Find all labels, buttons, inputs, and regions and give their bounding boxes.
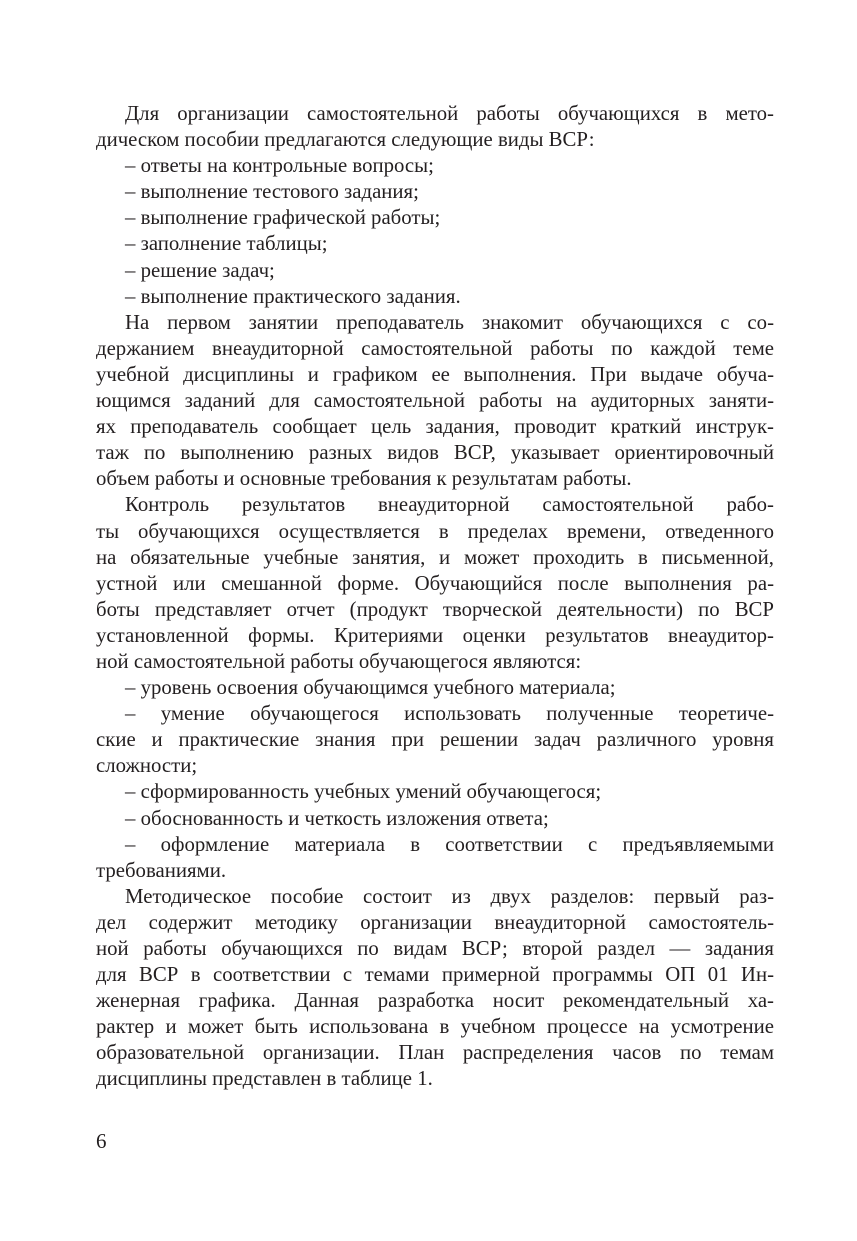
list-item: – ответы на контрольные вопросы; [125, 154, 434, 178]
text-line: женерная графика. Данная разработка носит рекомендательный ха- [96, 989, 774, 1013]
list-item: – обоснованность и четкость изложения ответа; [125, 806, 549, 830]
text-line: дел содержит методику организации внеаудиторной самостоятель- [96, 910, 774, 934]
list-item-continuation: ские и практические знания при решении задач различного уровня [96, 728, 774, 752]
list-criteria [96, 675, 774, 884]
paragraph-intro [96, 101, 774, 153]
list-item: – сформированность учебных умений обучающегося; [125, 780, 602, 804]
text-line: ной самостоятельной работы обучающегося являются: [96, 649, 582, 673]
text-line: ях преподаватель сообщает цель задания, проводит краткий инструк- [96, 415, 774, 439]
list-work-types [96, 153, 774, 310]
paragraph-control [96, 492, 774, 675]
list-item: – выполнение практического задания. [125, 284, 461, 308]
text-line: дическом пособии предлагаются следующие виды ВСР: [96, 128, 595, 152]
text-line: для ВСР в соответствии с темами примерной программы ОП 01 Ин- [96, 963, 774, 987]
page-number: 6 [96, 1129, 107, 1153]
list-item: – оформление материала в соответствии с предъявляемыми [125, 832, 774, 856]
text-line: учебной дисциплины и графиком ее выполнения. При выдаче обуча- [96, 362, 774, 386]
text-line: Для организации самостоятельной работы обучающихся в мето- [125, 102, 774, 125]
list-item: – выполнение графической работы; [125, 206, 441, 230]
text-line: ющимся заданий для самостоятельной работы на аудиторных заняти- [96, 389, 774, 413]
list-item: – умение обучающегося использовать полученные теоретиче- [125, 702, 774, 726]
text-line: таж по выполнению разных видов ВСР, указывает ориентировочный [96, 441, 774, 465]
list-item: – решение задач; [125, 258, 275, 282]
list-item: – выполнение тестового задания; [125, 180, 419, 204]
text-line: Контроль результатов внеаудиторной самостоятельной рабо- [125, 493, 774, 517]
text-line: дисциплины представлен в таблице 1. [96, 1067, 433, 1091]
text-line: ной работы обучающихся по видам ВСР; второй раздел — задания [96, 937, 774, 960]
text-line: устной или смешанной форме. Обучающийся после выполнения ра- [96, 571, 774, 595]
text-line: держанием внеаудиторной самостоятельной работы по каждой теме [96, 336, 774, 360]
text-line: боты представляет отчет (продукт творческой деятельности) по ВСР [96, 597, 774, 621]
text-line: ты обучающихся осуществляется в пределах времени, отведенного [96, 519, 774, 543]
text-line: рактер и может быть использована в учебном процессе на усмотрение [96, 1015, 774, 1039]
text-line: на обязательные учебные занятия, и может проходить в письменной, [96, 545, 774, 569]
text-line: Методическое пособие состоит из двух разделов: первый раз- [125, 884, 774, 908]
list-item-continuation: сложности; [96, 754, 198, 778]
text-line: На первом занятии преподаватель знакомит обучающихся с со- [125, 310, 774, 334]
text-line: образовательной организации. План распределения часов по темам [96, 1041, 774, 1065]
list-item-continuation: требованиями. [96, 858, 227, 882]
list-item: – заполнение таблицы; [125, 232, 328, 256]
list-item: – уровень освоения обучающимся учебного материала; [125, 676, 616, 700]
page-body [96, 101, 774, 1093]
paragraph-structure [96, 884, 774, 1093]
text-line: установленной формы. Критериями оценки результатов внеаудитор- [96, 623, 774, 647]
paragraph-first-lesson [96, 310, 774, 493]
text-line: объем работы и основные требования к результатам работы. [96, 467, 632, 491]
